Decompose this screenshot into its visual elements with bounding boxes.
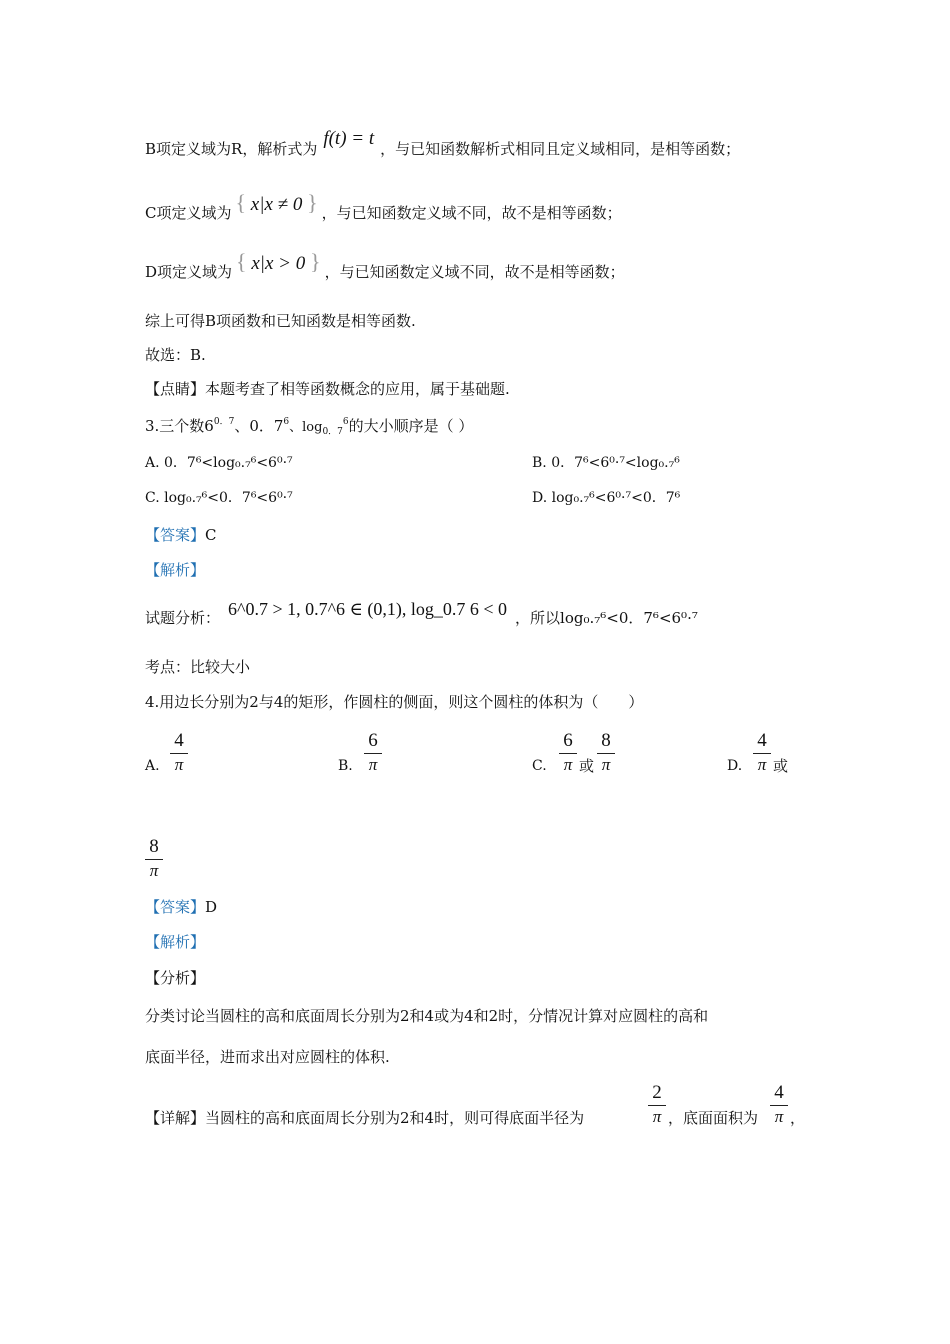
q4-option-a-label: A. [145, 758, 160, 774]
q3-stem-a: 3.三个数6 [145, 417, 214, 435]
frac-bar [145, 859, 163, 860]
q4-detail-frac1 [646, 1082, 668, 1127]
frac-den: π [368, 755, 378, 774]
q4-option-c-frac1 [557, 730, 579, 775]
line-d-set: { x|x > 0 } [236, 249, 321, 274]
q3-stem-c: 、log [289, 420, 323, 435]
line-c-text-a: C项定义域为 [145, 204, 232, 222]
q4-detail-frac2 [768, 1082, 790, 1127]
frac-bar [770, 1105, 788, 1106]
q3-stem-d: 的大小顺序是（ ） [348, 417, 474, 435]
q4-option-d-frac2 [143, 836, 165, 881]
q3-option-d: D. log₀.₇⁶<6⁰·⁷<0．7⁶ [532, 490, 681, 506]
q3-stem-b: 、0．7 [234, 417, 284, 435]
line-c-set: { x|x ≠ 0 } [235, 190, 318, 215]
q4-option-c-or: 或 [579, 757, 595, 775]
frac-num: 6 [563, 730, 573, 751]
q3-stem-sup2: 6 [283, 417, 290, 427]
frac-num: 2 [652, 1082, 662, 1103]
frac-bar [170, 753, 188, 754]
frac-den: π [563, 755, 573, 774]
q4-answer [145, 896, 217, 918]
line-b-math: f(t) = t [323, 128, 375, 149]
line-c-text-b: ，与已知函数定义域不同，故不是相等函数； [321, 204, 622, 222]
q4-analysis-tag: 【解析】 [145, 933, 206, 951]
frac-bar [559, 753, 577, 754]
line-d-text-a: D项定义域为 [145, 263, 233, 281]
q3-answer-value: C [205, 526, 217, 544]
q4-option-b-frac [362, 730, 384, 775]
q3-stem-sup1: 0．7 [213, 417, 235, 427]
frac-den: π [174, 755, 184, 774]
q4-option-b-label: B. [338, 758, 353, 774]
q3-stem-sub: 0．7 [322, 427, 343, 437]
q3-analysis-tag: 【解析】 [145, 561, 206, 579]
line-b-text-a: B项定义域为R，解析式为 [145, 140, 318, 158]
q3-kaodian: 考点：比较大小 [145, 658, 251, 676]
choice-line: 故选：B. [145, 346, 206, 364]
q4-option-d-label: D. [727, 758, 743, 774]
q4-answer-tag: 【答案】 [145, 898, 206, 916]
line-b [145, 128, 741, 160]
frac-den: π [757, 755, 767, 774]
q3-stem-sup3: 6 [342, 417, 349, 427]
q3-answer [145, 524, 217, 546]
frac-den: π [652, 1107, 662, 1126]
line-d-text-b: ，与已知函数定义域不同，故不是相等函数； [324, 263, 625, 281]
summary: 综上可得B项函数和已知函数是相等函数. [145, 312, 416, 330]
q3-option-c: C. log₀.₇⁶<0．7⁶<6⁰·⁷ [145, 490, 293, 506]
q3-stem [145, 415, 473, 439]
q4-option-d-or: 或 [773, 757, 789, 775]
q4-stem: 4.用边长分别为2与4的矩形，作圆柱的侧面，则这个圆柱的体积为（ ） [145, 693, 644, 711]
frac-num: 4 [774, 1082, 784, 1103]
line-d [145, 249, 625, 283]
q3-analysis-math: 6^0.7 > 1, 0.7^6 ∈ (0,1), log_0.7 6 < 0 [228, 599, 508, 619]
q4-detail-text-c: ， [790, 1109, 806, 1127]
frac-bar [753, 753, 771, 754]
frac-num: 6 [368, 730, 378, 751]
line-c-math: x|x ≠ 0 [250, 194, 303, 215]
frac-den: π [774, 1107, 784, 1126]
frac-bar [648, 1105, 666, 1106]
q4-option-c-frac2 [595, 730, 617, 775]
frac-num: 8 [149, 836, 159, 857]
q4-fenxi-line1: 分类讨论当圆柱的高和底面周长分别为2和4或为4和2时，分情况计算对应圆柱的高和 [145, 1007, 709, 1025]
q4-detail-text-b: ，底面面积为 [668, 1109, 759, 1127]
q3-answer-tag: 【答案】 [145, 526, 206, 544]
frac-bar [364, 753, 382, 754]
line-b-text-b: ，与已知函数解析式相同且定义域相同，是相等函数； [380, 140, 741, 158]
frac-den: π [149, 861, 159, 880]
q4-option-c-label: C. [532, 758, 547, 774]
frac-num: 8 [601, 730, 611, 751]
line-c [145, 190, 622, 224]
q4-detail-text-a: 【详解】当圆柱的高和底面周长分别为2和4时，则可得底面半径为 [145, 1109, 585, 1127]
q3-option-b: B. 0．7⁶<6⁰·⁷<log₀.₇⁶ [532, 455, 680, 471]
q4-detail [145, 1107, 584, 1129]
frac-num: 4 [174, 730, 184, 751]
frac-bar [597, 753, 615, 754]
q4-answer-value: D [205, 898, 218, 916]
q4-fenxi-line2: 底面半径，进而求出对应圆柱的体积. [145, 1048, 390, 1066]
q4-fenxi-tag: 【分析】 [145, 969, 206, 987]
frac-num: 4 [757, 730, 767, 751]
q3-analysis [145, 599, 698, 629]
q4-option-d-frac1 [751, 730, 773, 775]
note-line: 【点睛】本题考查了相等函数概念的应用，属于基础题. [145, 380, 510, 398]
q4-option-a-frac [168, 730, 190, 775]
frac-den: π [601, 755, 611, 774]
q3-analysis-text-a: 试题分析： [145, 609, 221, 627]
q3-analysis-text-b: ，所以log₀.₇⁶<0．7⁶<6⁰·⁷ [515, 609, 698, 627]
q3-option-a: A. 0．7⁶<log₀.₇⁶<6⁰·⁷ [145, 455, 293, 471]
line-d-math: x|x > 0 [251, 253, 306, 274]
